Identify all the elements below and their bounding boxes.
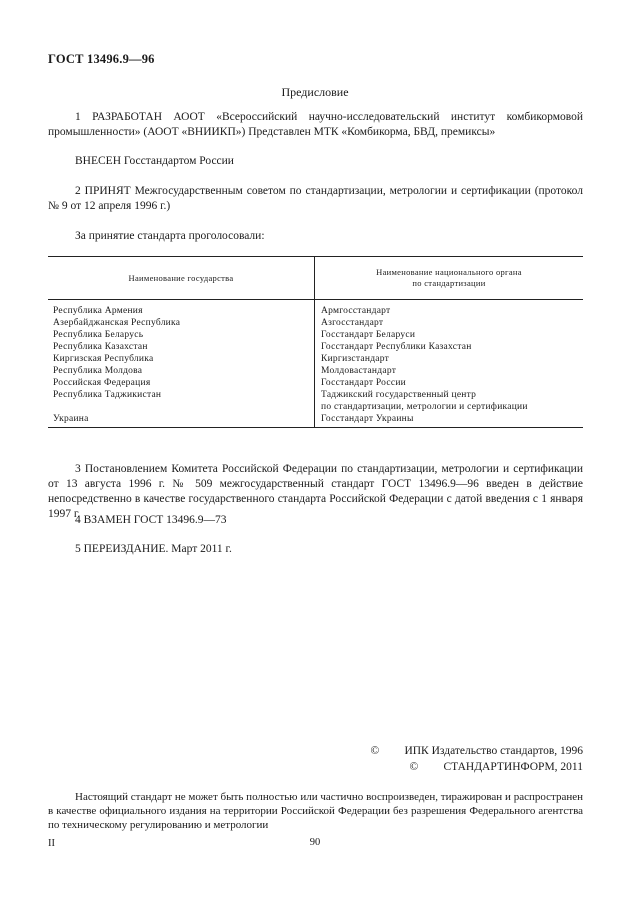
paragraph-adopted: 2 ПРИНЯТ Межгосударственным советом по стандартизации, метрологии и сертификации (протокол № 9 от 12 апреля 1996 г.) [48,185,583,212]
voting-table [48,256,583,428]
copyright-line-2 [409,760,583,775]
paragraph-introduced-by: ВНЕСЕН Госстандартом России [75,155,234,167]
standards-body-name: Киргизстандарт [321,354,390,364]
standards-body-name: Госстандарт Украины [321,414,414,424]
copyright-text-1: ИПК Издательство стандартов, 1996 [404,745,583,757]
preface-title: Предисловие [281,85,349,99]
standards-body-name: по стандартизации, метрологии и сертификации [321,402,528,412]
table-header-state [48,257,314,299]
table-header-state-label: Наименование государства [128,272,234,283]
copyright-icon: © [409,761,419,773]
standards-body-name: Молдовастандарт [321,366,397,376]
standards-body-name: Азгосстандарт [321,318,384,328]
table-header-separator [48,299,583,300]
state-name: Республика Беларусь [53,330,144,340]
copyright-icon: © [370,745,380,757]
state-name: Киргизская Республика [53,354,154,364]
state-name: Азербайджанская Республика [53,318,181,328]
state-name: Республика Таджикистан [53,390,162,400]
page-number: 90 [309,837,321,848]
state-name: Республика Молдова [53,366,143,376]
paragraph-replaces: 4 ВЗАМЕН ГОСТ 13496.9—73 [75,514,227,526]
standards-body-name: Госстандарт Беларуси [321,330,416,340]
standards-body-name: Таджикский государственный центр [321,390,477,400]
bodies-list [321,305,579,425]
state-name: Украина [53,414,89,424]
state-name-blank [53,401,308,413]
states-list [53,305,308,425]
state-name: Республика Армения [53,306,143,316]
standards-body-name: Госстандарт России [321,378,406,388]
page-roman-numeral: II [48,838,55,849]
document-code: ГОСТ 13496.9—96 [48,52,155,66]
table-header-body-line1: Наименование национального органа [376,267,522,277]
state-name: Российская Федерация [53,378,151,388]
paragraph-developed-by: 1 РАЗРАБОТАН АООТ «Всероссийский научно-исследовательский институт комбикормовой промышленности» (АООТ «ВНИИКП») Представлен МТК «Комбикорма, БВД, премиксы» [48,111,583,138]
reproduction-notice: Настоящий стандарт не может быть полностью или частично воспроизведен, тиражирован и распространен в качестве официального издания на территории Российской Федерации без разрешения Федерального агентства по техническому регулированию и метрологии [48,791,583,831]
standards-body-name: Армгосстандарт [321,306,391,316]
standards-body-name: Госстандарт Республики Казахстан [321,342,472,352]
table-header-body-line2: по стандартизации [412,278,486,288]
table-header-body [315,257,583,299]
paragraph-resolution: 3 Постановлением Комитета Российской Федерации по стандартизации, метрологии и сертификации от 13 августа 1996 г. № 509 межгосударственный стандарт ГОСТ 13496.9—96 введен в действие непосредственно в качестве государственного стандарта Российской Федерации с датой введения с 1 января 1997 г. [48,463,583,520]
copyright-text-2: СТАНДАРТИНФОРМ, 2011 [443,761,583,773]
state-name: Республика Казахстан [53,342,148,352]
paragraph-reissue: 5 ПЕРЕИЗДАНИЕ. Март 2011 г. [75,543,232,555]
copyright-line-1 [370,744,583,759]
paragraph-voted: За принятие стандарта проголосовали: [75,230,265,242]
